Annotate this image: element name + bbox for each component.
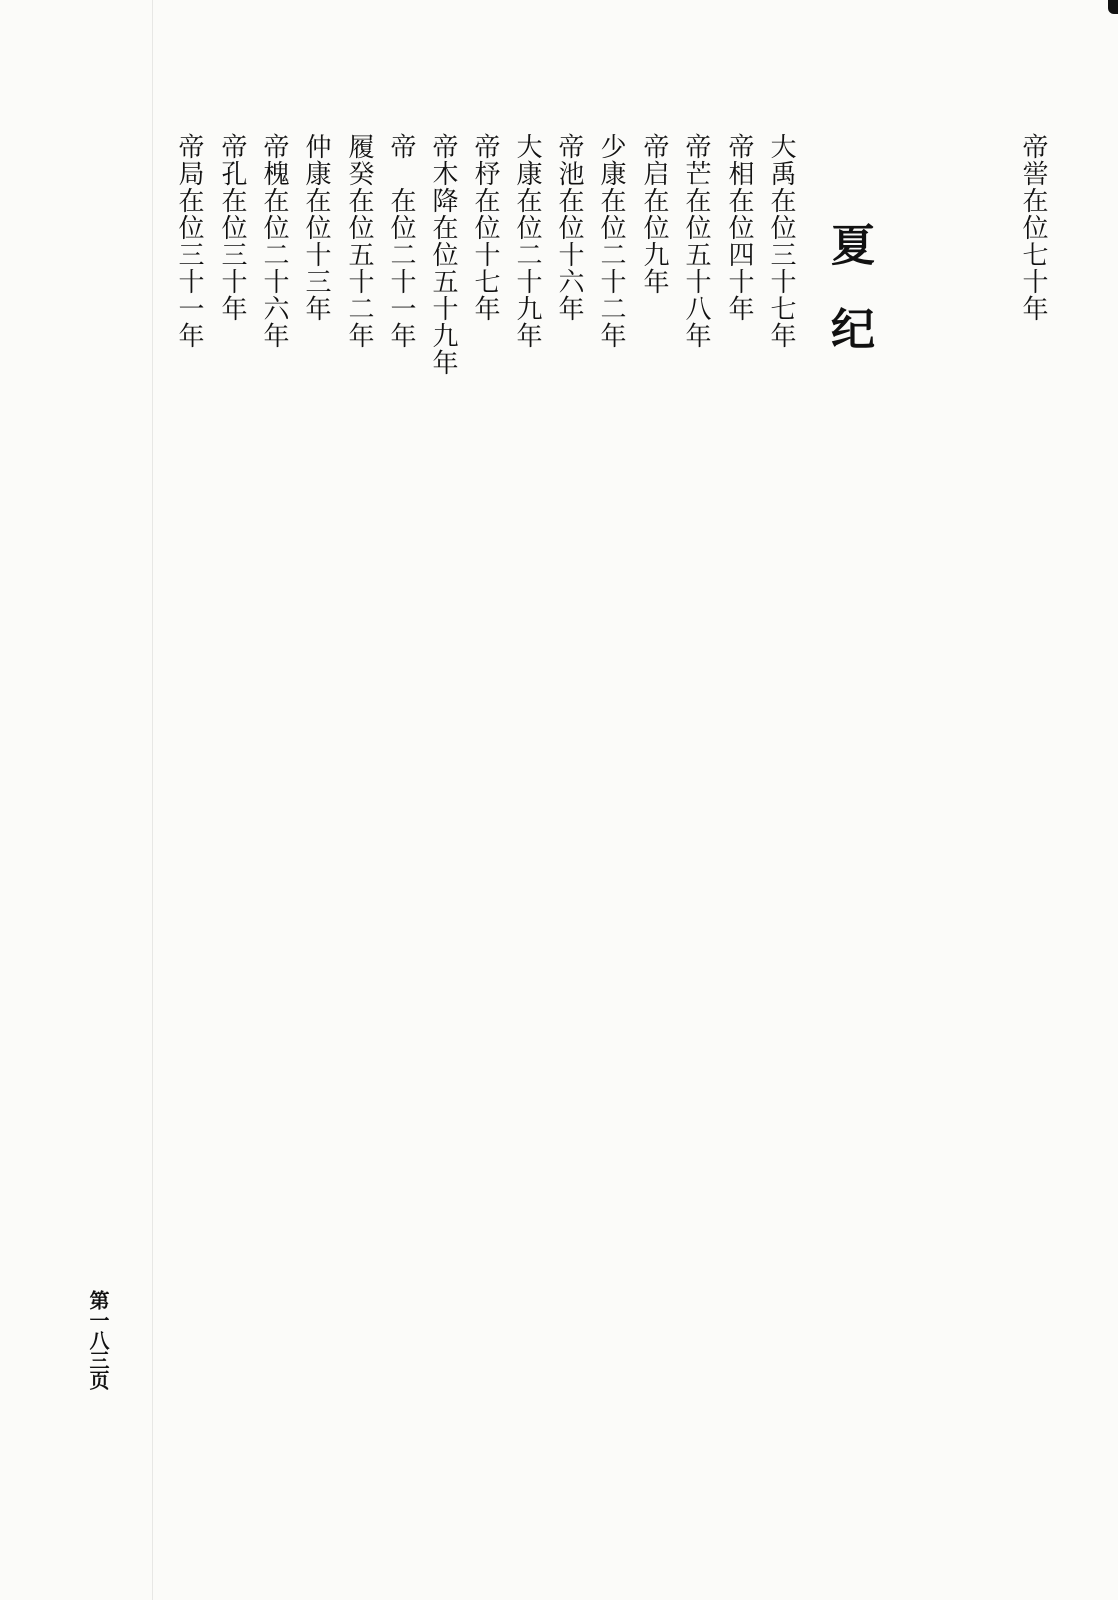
entry-column: 履癸在位五十二年 [344,133,374,349]
entry-column: 少康在位二十二年 [596,133,626,349]
header-entry: 帝喾在位七十年 [1018,133,1048,322]
entry-column: 帝 在位二十一年 [386,133,416,349]
gutter-line [152,0,153,1600]
entry-column: 帝槐在位二十六年 [259,133,289,349]
entry-column: 帝局在位三十一年 [174,133,204,349]
page-number: 第一八三页 [86,1290,110,1390]
entry-column: 帝启在位九年 [639,133,669,295]
entry-column: 仲康在位十三年 [301,133,331,322]
entry-column: 帝木降在位五十九年 [428,133,458,376]
entry-column: 帝池在位十六年 [554,133,584,322]
scan-mark [1108,0,1118,14]
entry-column: 帝孔在位三十年 [217,133,247,322]
entry-column: 大康在位二十九年 [512,133,542,349]
entry-column: 帝杼在位十七年 [470,133,500,322]
entry-column: 帝芒在位五十八年 [681,133,711,349]
section-title: 夏纪 [823,222,874,390]
entry-column: 大禹在位三十七年 [766,133,796,349]
entry-column: 帝相在位四十年 [724,133,754,322]
